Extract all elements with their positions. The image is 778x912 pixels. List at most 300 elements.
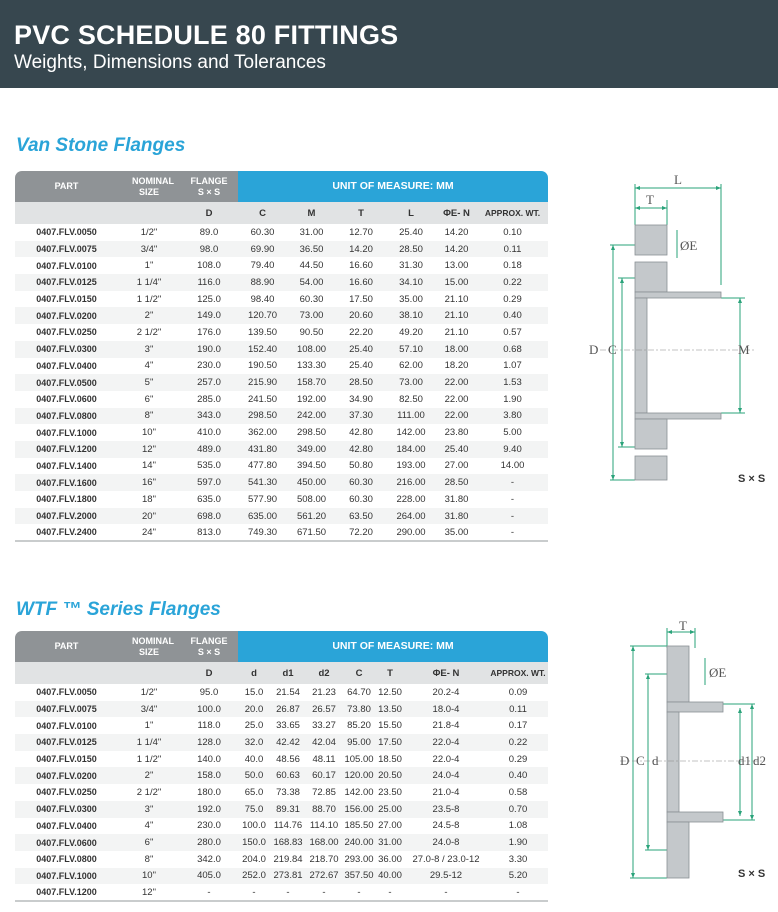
table-cell: 218.70: [309, 853, 339, 865]
table-cell: 22.0-4: [432, 753, 460, 765]
table-row: [15, 868, 548, 885]
table-cell: 185.50: [344, 820, 374, 832]
table-cell: 90.50: [299, 326, 324, 338]
table-cell: 18.20: [444, 360, 469, 372]
table-cell: 477.80: [247, 460, 278, 472]
table-cell: 140.0: [197, 753, 221, 765]
subheader-blank: [118, 202, 180, 224]
table-cell: 26.57: [306, 701, 342, 718]
table-cell: 42.80: [349, 427, 373, 439]
diagram-label-t: T: [646, 192, 654, 207]
table-cell: 63.50: [336, 508, 386, 525]
part-number-cell: 0407.FLV.0075: [15, 701, 118, 718]
table-cell: 2 1/2": [136, 326, 162, 338]
table-cell: 20.50: [376, 767, 404, 784]
table-cell: 21.23: [312, 686, 336, 698]
table-cell: 1.08: [508, 820, 528, 832]
table-cell: 64.70: [347, 686, 371, 698]
part-number-cell: 0407.FLV.0050: [36, 687, 97, 698]
table-row: [15, 524, 548, 541]
table-row: [15, 818, 548, 835]
table-cell: 13.50: [376, 701, 404, 718]
table-cell: 98.0: [180, 241, 238, 258]
van-stone-title: Van Stone Flanges: [16, 135, 186, 156]
table-cell: 0.29: [508, 753, 528, 765]
table-cell: 73.38: [276, 786, 300, 798]
part-number-cell: 0407.FLV.1600: [15, 474, 118, 491]
subheader-blank: [118, 662, 180, 684]
table-row: [15, 441, 548, 458]
table-cell: -: [270, 884, 306, 901]
subheader-cell: ΦE- N: [436, 202, 477, 224]
table-cell: 0.10: [503, 226, 522, 238]
table-cell: 6": [118, 834, 180, 851]
table-cell: 50.80: [349, 460, 373, 472]
part-number-cell: 0407.FLV.1000: [15, 868, 118, 885]
table-cell: 60.30: [349, 493, 373, 505]
table-cell: -: [477, 508, 548, 525]
part-number-cell: 0407.FLV.1200: [15, 441, 118, 458]
subheader-cell: D: [180, 662, 238, 684]
table-row: [15, 767, 548, 784]
table-cell: 0.17: [508, 720, 528, 732]
table-cell: 405.0: [180, 868, 238, 885]
table-cell: 1/2": [140, 686, 158, 698]
table-cell: 31.30: [399, 260, 423, 272]
table-cell: 577.90: [247, 493, 278, 505]
table-cell: 813.0: [180, 524, 238, 541]
table-row: [15, 291, 548, 308]
wtf-ss-label: S × S: [738, 868, 766, 880]
diagram-label-c: C: [608, 342, 617, 357]
diagram-label-l: L: [674, 172, 682, 187]
diagram-label-d2: d2: [753, 753, 766, 768]
table-cell: 192.0: [180, 801, 238, 818]
table-cell: 114.10: [309, 820, 339, 832]
table-cell: 18.0-4: [404, 701, 488, 718]
table-cell: 139.50: [247, 326, 278, 338]
header-flange: FLANGE S × S: [180, 171, 238, 202]
subheader-cell: d2: [306, 662, 342, 684]
table-cell: 1.90: [503, 393, 522, 405]
table-cell: 6": [144, 393, 154, 405]
table-cell: 40.0: [244, 753, 264, 765]
diagram-label-m: M: [738, 342, 750, 357]
table-cell: 25.40: [436, 441, 477, 458]
table-cell: 111.00: [386, 408, 436, 425]
table-cell: 40.00: [376, 868, 404, 885]
table-cell: 508.00: [296, 493, 327, 505]
table-cell: 0.22: [488, 734, 548, 751]
table-cell: 1": [144, 720, 154, 732]
table-row: [15, 307, 548, 324]
table-cell: 25.40: [349, 360, 373, 372]
diagram-label-e: ØE: [680, 238, 698, 253]
table-cell: 394.50: [296, 460, 327, 472]
table-cell: 219.84: [273, 853, 303, 865]
table-cell: 349.00: [287, 441, 336, 458]
table-cell: 89.31: [270, 801, 306, 818]
table-cell: 149.0: [180, 307, 238, 324]
table-cell: 190.0: [180, 341, 238, 358]
table-cell: 18": [142, 493, 156, 505]
table-cell: 17.50: [349, 293, 373, 305]
table-cell: 73.00: [386, 374, 436, 391]
part-number-cell: 0407.FLV.0100: [36, 260, 97, 271]
part-number-cell: 0407.FLV.0125: [15, 734, 118, 751]
table-row: [15, 408, 548, 425]
table-cell: 0.09: [508, 686, 528, 698]
table-cell: 48.56: [276, 753, 300, 765]
header-unit-of-measure: UNIT OF MEASURE: MM: [238, 171, 548, 202]
table-cell: 16.60: [349, 260, 373, 272]
table-cell: 120.70: [238, 307, 287, 324]
table-cell: 3": [118, 341, 180, 358]
table-row: [15, 884, 548, 901]
table-row: [15, 391, 548, 408]
table-cell: 88.70: [306, 801, 342, 818]
table-cell: 597.0: [180, 474, 238, 491]
table-cell: 37.30: [336, 408, 386, 425]
table-row: [15, 701, 548, 718]
header-flange: FLANGE S × S: [180, 631, 238, 662]
table-cell: 749.30: [238, 524, 287, 541]
table-row: [15, 684, 548, 701]
table-cell: 27.00: [378, 820, 402, 832]
table-cell: 298.50: [238, 408, 287, 425]
table-row: [15, 751, 548, 768]
subheader-cell: APPROX. WT.: [477, 202, 548, 224]
table-cell: 20": [118, 508, 180, 525]
table-cell: 0.58: [508, 786, 528, 798]
table-cell: 89.0: [199, 226, 219, 238]
table-cell: 36.50: [287, 241, 336, 258]
table-cell: 230.0: [197, 360, 221, 372]
table-cell: 8": [118, 408, 180, 425]
part-number-cell: 0407.FLV.0200: [15, 307, 118, 324]
table-cell: -: [404, 884, 488, 901]
table-cell: 158.70: [287, 374, 336, 391]
table-cell: 14": [142, 460, 156, 472]
part-number-cell: 0407.FLV.2000: [15, 508, 118, 525]
subheader-row: [15, 662, 548, 684]
table-cell: 32.0: [238, 734, 270, 751]
table-cell: 1": [144, 260, 154, 272]
table-cell: 24.0-8: [404, 834, 488, 851]
diagram-label-d1: d1: [738, 753, 751, 768]
subheader-cell: T: [376, 662, 404, 684]
table-cell: 184.00: [386, 441, 436, 458]
table-row: [15, 241, 548, 258]
table-cell: 100.0: [242, 820, 266, 832]
table-cell: 168.00: [306, 834, 342, 851]
table-cell: 12.50: [378, 686, 402, 698]
part-number-cell: 0407.FLV.0075: [15, 241, 118, 258]
table-cell: 252.0: [238, 868, 270, 885]
table-cell: 5.20: [488, 868, 548, 885]
table-cell: 22.00: [444, 393, 469, 405]
part-number-cell: 0407.FLV.1200: [15, 884, 118, 901]
table-cell: 118.0: [197, 720, 221, 732]
table-cell: 73.80: [342, 701, 376, 718]
table-cell: 3/4": [118, 241, 180, 258]
table-cell: 22.00: [436, 374, 477, 391]
table-cell: 57.10: [386, 341, 436, 358]
table-cell: 12": [118, 884, 180, 901]
table-cell: 257.0: [180, 374, 238, 391]
table-row: [15, 424, 548, 441]
table-cell: 75.0: [238, 801, 270, 818]
subheader-blank: [15, 202, 118, 224]
table-cell: 535.0: [197, 460, 221, 472]
table-cell: 293.00: [344, 853, 374, 865]
table-cell: 10": [118, 868, 180, 885]
table-cell: 22.0-4: [404, 734, 488, 751]
part-number-cell: 0407.FLV.0300: [15, 341, 118, 358]
table-cell: 1 1/2": [136, 293, 162, 305]
table-cell: 28.50: [386, 241, 436, 258]
table-row: [15, 717, 548, 734]
header-part: PART: [15, 171, 118, 202]
table-cell: 31.00: [376, 834, 404, 851]
table-cell: 410.0: [197, 427, 221, 439]
subheader-blank: [15, 662, 118, 684]
table-cell: 116.0: [180, 274, 238, 291]
table-cell: 69.90: [238, 241, 287, 258]
table-cell: 9.40: [477, 441, 548, 458]
table-row: [15, 784, 548, 801]
subheader-cell: APPROX. WT.: [488, 662, 548, 684]
subheader-cell: M: [287, 202, 336, 224]
table-cell: 671.50: [287, 524, 336, 541]
table-cell: 65.0: [244, 786, 264, 798]
subheader-cell: C: [342, 662, 376, 684]
table-cell: 14.20: [444, 226, 469, 238]
table-cell: 150.0: [238, 834, 270, 851]
table-cell: 489.0: [180, 441, 238, 458]
table-cell: 1 1/4": [118, 274, 180, 291]
subheader-cell: C: [238, 202, 287, 224]
table-cell: 42.80: [336, 441, 386, 458]
table-cell: 0.70: [488, 801, 548, 818]
table-cell: 290.00: [386, 524, 436, 541]
table-cell: 1.90: [488, 834, 548, 851]
part-number-cell: 0407.FLV.0400: [36, 360, 97, 371]
table-cell: 14.20: [436, 241, 477, 258]
van-stone-table: [15, 171, 548, 542]
table-cell: 24": [118, 524, 180, 541]
table-cell: 21.54: [276, 686, 300, 698]
table-cell: 5.00: [503, 427, 522, 439]
page-subtitle: Weights, Dimensions and Tolerances: [14, 52, 326, 73]
table-cell: 0.40: [488, 767, 548, 784]
table-cell: 285.0: [197, 393, 221, 405]
table-cell: 3/4": [118, 701, 180, 718]
table-cell: 3.80: [477, 408, 548, 425]
table-cell: 10": [142, 427, 156, 439]
table-cell: 192.00: [296, 393, 327, 405]
table-cell: 20.0: [238, 701, 270, 718]
table-cell: 15.00: [436, 274, 477, 291]
subheader-cell: ΦE- N: [404, 662, 488, 684]
part-number-cell: 0407.FLV.0500: [15, 374, 118, 391]
table-cell: 100.0: [180, 701, 238, 718]
part-number-cell: 0407.FLV.0150: [36, 754, 97, 765]
subheader-row: [15, 202, 548, 224]
diagram-label-e: ØE: [709, 665, 727, 680]
part-number-cell: 0407.FLV.0050: [36, 227, 97, 238]
table-cell: 264.00: [386, 508, 436, 525]
table-cell: 1/2": [140, 226, 158, 238]
table-cell: 27.00: [444, 460, 469, 472]
diagram-label-c: C: [636, 753, 645, 768]
table-row: [15, 458, 548, 475]
table-cell: 0.57: [503, 326, 522, 338]
table-cell: 1 1/4": [118, 734, 180, 751]
table-cell: 0.68: [477, 341, 548, 358]
table-cell: -: [510, 493, 515, 505]
diagram-label-d: D: [620, 753, 630, 768]
table-row: [15, 801, 548, 818]
table-cell: 561.20: [287, 508, 336, 525]
table-cell: 142.00: [344, 786, 374, 798]
table-cell: 36.00: [378, 853, 402, 865]
table-cell: 698.0: [180, 508, 238, 525]
table-row: [15, 374, 548, 391]
table-cell: 14.00: [500, 460, 525, 472]
table-cell: 193.00: [396, 460, 426, 472]
table-row: [15, 341, 548, 358]
table-cell: 35.00: [436, 524, 477, 541]
table-cell: 4": [144, 360, 154, 372]
subheader-cell: d: [238, 662, 270, 684]
table-cell: 342.0: [197, 853, 221, 865]
table-row: [15, 224, 548, 241]
table-cell: 18.50: [378, 753, 402, 765]
table-cell: 228.00: [396, 493, 426, 505]
table-cell: 22.20: [349, 326, 373, 338]
table-cell: 0.11: [477, 241, 548, 258]
table-cell: 242.00: [287, 408, 336, 425]
table-cell: 240.00: [342, 834, 376, 851]
table-cell: 24.0-4: [404, 767, 488, 784]
table-cell: 54.00: [287, 274, 336, 291]
page-header: [0, 0, 778, 88]
table-cell: 114.76: [273, 820, 303, 832]
table-cell: 25.00: [376, 801, 404, 818]
table-cell: 33.27: [312, 720, 336, 732]
table-cell: 635.0: [197, 493, 221, 505]
table-cell: 230.0: [197, 820, 221, 832]
table-cell: 4": [144, 820, 154, 832]
part-number-cell: 0407.FLV.0250: [36, 787, 97, 798]
table-cell: 12.70: [349, 226, 373, 238]
table-cell: 60.30: [250, 226, 275, 238]
wtf-title: WTF ™ Series Flanges: [16, 599, 221, 620]
table-cell: 23.80: [444, 427, 469, 439]
table-cell: 98.40: [250, 293, 275, 305]
table-row: [15, 358, 548, 375]
table-cell: 21.10: [444, 326, 469, 338]
table-cell: 12": [118, 441, 180, 458]
table-cell: 2 1/2": [136, 786, 162, 798]
table-cell: 20.60: [336, 307, 386, 324]
table-cell: 1 1/2": [136, 753, 162, 765]
subheader-cell: d1: [270, 662, 306, 684]
table-cell: -: [477, 524, 548, 541]
table-cell: 23.5-8: [404, 801, 488, 818]
part-number-cell: 0407.FLV.0300: [15, 801, 118, 818]
table-cell: 31.80: [436, 508, 477, 525]
table-cell: 27.0-8 / 23.0-12: [412, 853, 480, 865]
table-cell: 44.50: [299, 260, 324, 272]
table-cell: 450.00: [287, 474, 336, 491]
table-cell: 72.85: [312, 786, 336, 798]
table-cell: -: [488, 884, 548, 901]
table-cell: 34.90: [349, 393, 373, 405]
part-number-cell: 0407.FLV.0600: [36, 394, 97, 405]
part-number-cell: 0407.FLV.0600: [15, 834, 118, 851]
table-row: [15, 474, 548, 491]
table-cell: 0.18: [503, 260, 522, 272]
table-cell: 635.00: [238, 508, 287, 525]
table-cell: 273.81: [270, 868, 306, 885]
table-cell: 0.11: [488, 701, 548, 718]
table-cell: 62.00: [399, 360, 423, 372]
table-cell: 85.20: [347, 720, 371, 732]
table-cell: 20.2-4: [432, 686, 460, 698]
diagram-label-small-d: d: [652, 753, 659, 768]
part-number-cell: 0407.FLV.0400: [36, 820, 97, 831]
table-row: [15, 734, 548, 751]
table-cell: 26.87: [270, 701, 306, 718]
table-cell: 95.0: [199, 686, 219, 698]
part-number-cell: 0407.FLV.2400: [15, 524, 118, 541]
table-cell: 21.8-4: [432, 720, 460, 732]
table-cell: 42.42: [270, 734, 306, 751]
table-cell: 3.30: [508, 853, 528, 865]
van-stone-flange-diagram: [580, 170, 770, 490]
table-cell: 158.0: [180, 767, 238, 784]
table-row: [15, 257, 548, 274]
table-cell: 0.29: [503, 293, 522, 305]
table-cell: 82.50: [399, 393, 423, 405]
table-cell: -: [180, 884, 238, 901]
table-cell: 2": [118, 307, 180, 324]
header-nominal-size: NOMINAL SIZE: [118, 631, 180, 662]
table-cell: 28.50: [336, 374, 386, 391]
table-cell: 3": [118, 801, 180, 818]
table-cell: 156.00: [342, 801, 376, 818]
table-cell: 35.00: [399, 293, 423, 305]
table-cell: 60.30: [299, 293, 324, 305]
table-cell: 17.50: [376, 734, 404, 751]
table-cell: 1.53: [477, 374, 548, 391]
table-cell: 5": [118, 374, 180, 391]
table-row: [15, 324, 548, 341]
table-cell: 105.00: [344, 753, 374, 765]
table-row: [15, 851, 548, 868]
table-cell: 31.00: [299, 226, 324, 238]
table-cell: 180.0: [197, 786, 221, 798]
table-cell: 357.50: [342, 868, 376, 885]
subheader-cell: T: [336, 202, 386, 224]
table-cell: 14.20: [336, 241, 386, 258]
table-cell: 16": [118, 474, 180, 491]
table-cell: 73.00: [287, 307, 336, 324]
table-cell: 16.60: [336, 274, 386, 291]
part-number-cell: 0407.FLV.1800: [36, 494, 97, 505]
